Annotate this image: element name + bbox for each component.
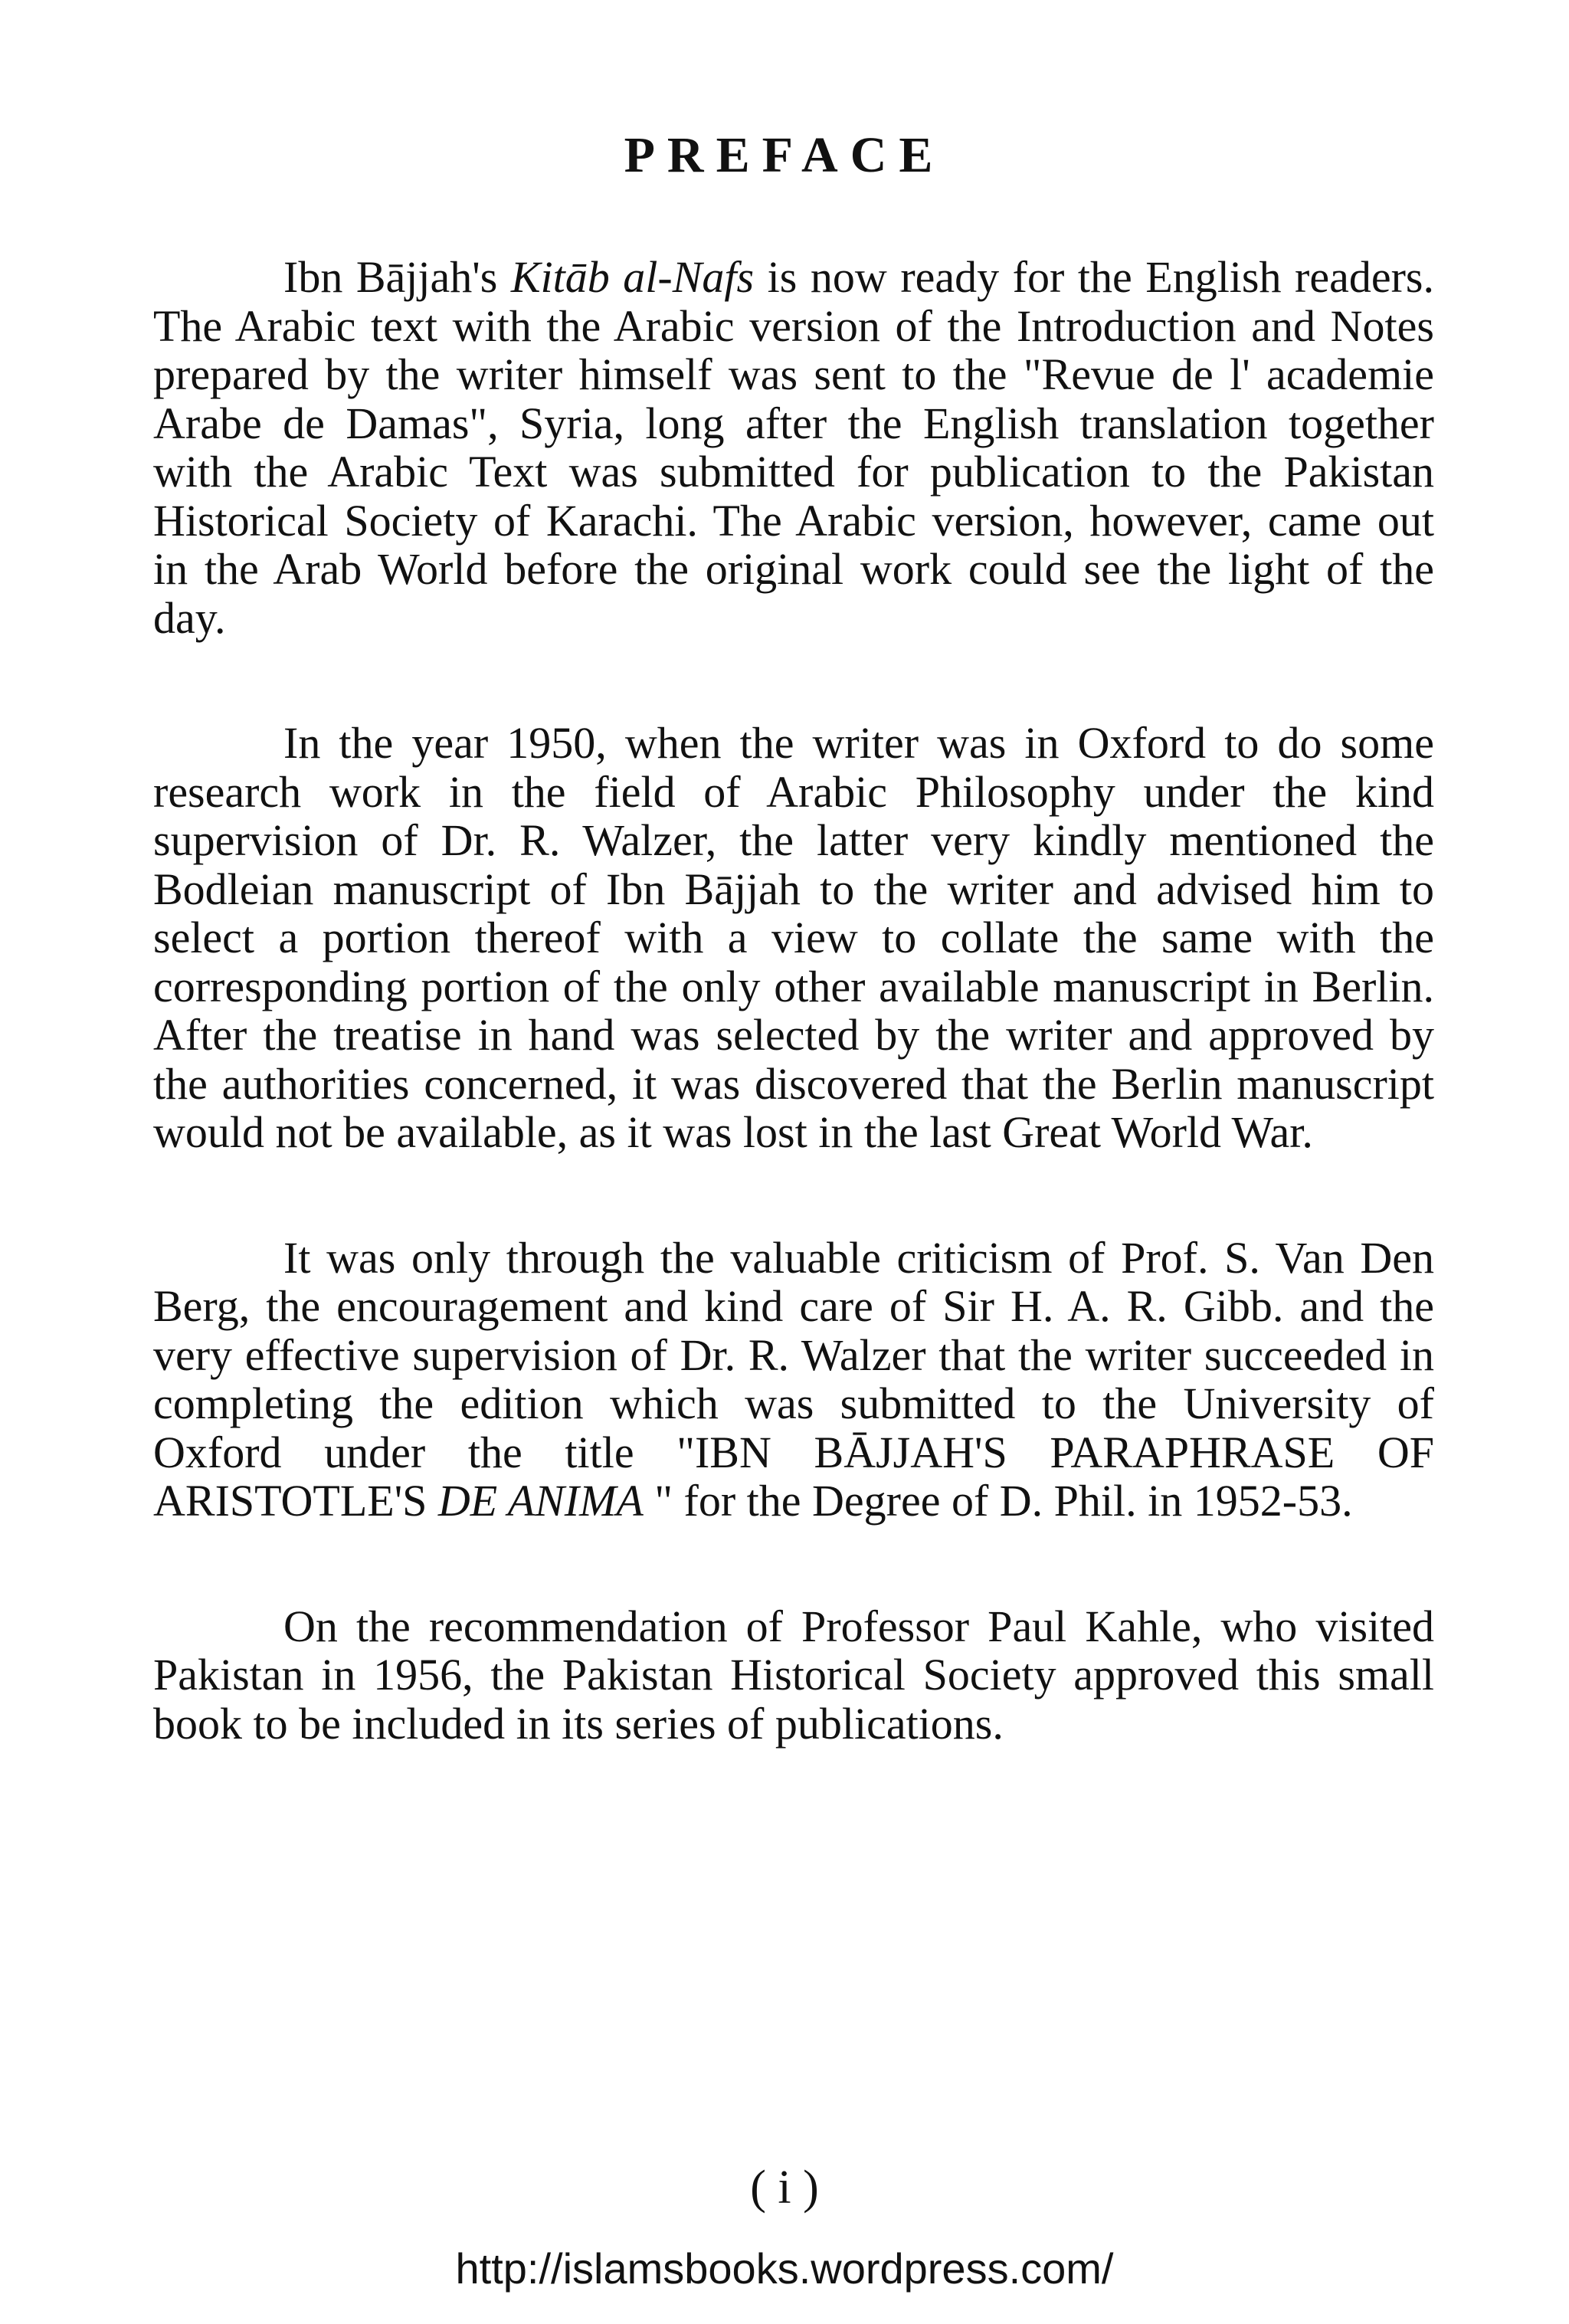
paragraph-2: In the year 1950, when the writer was in Oxford to do some research work in the field of Arabic Philosophy under the kind supervision of Dr. R. Walzer, the latter very kindly mentioned the Bodleian manuscript of Ibn Bājjah to the writer and advised him to select a portion thereof with a view to collate the same with the corresponding portion of the only other available manuscript in Berlin. After the treatise in hand was selected by the writer and approved by the authorities concerned, it was discovered that the Berlin manuscript would not be available, as it was lost in the last Great World War.: [153, 718, 1434, 1157]
paragraph-3-text-c: " for the Degree of D. Phil. in 1952-53.: [643, 1476, 1353, 1526]
paragraph-3: [153, 1234, 1434, 1526]
paragraph-1-text-a: Ibn Bājjah's: [283, 252, 511, 302]
paragraph-1: [153, 253, 1434, 642]
preface-body: [153, 253, 1434, 1824]
de-anima-italic: DE ANIMA: [437, 1476, 644, 1526]
page-number: ( i ): [750, 2162, 819, 2214]
book-title-italic: Kitāb al-Nafs: [510, 252, 755, 302]
paragraph-3-text-a: It was only through the valuable criticism of Prof. S. Van Den Berg, the encouragement and kind care of Sir H. A. R. Gibb. and the very effective supervision of Dr. R. Walzer that the writer succeeded in completing the edition which was submitted to the University of Oxford under the title "IBN BĀJJAH'S PARAPHRASE OF ARISTOTLE'S: [153, 1232, 1434, 1526]
paragraph-4: On the recommendation of Professor Paul Kahle, who visited Pakistan in 1956, the Pakistan Historical Society approved this small book to be included in its series of publications.: [153, 1601, 1434, 1749]
page-title: PREFACE: [624, 127, 945, 183]
paragraph-1-text-c: is now ready for the English readers. The Arabic text with the Arabic version of the Introduction and Notes prepared by the writer himself was sent to the "Revue de l' academie Arabe de Damas", Syria, long after the English translation together with the Arabic Text was submitted for publication to the Pakistan Historical Society of Karachi. The Arabic version, however, came out in the Arab World before the original work could see the light of the day.: [153, 252, 1434, 643]
footer-url[interactable]: http://islamsbooks.wordpress.com/: [455, 2244, 1114, 2293]
